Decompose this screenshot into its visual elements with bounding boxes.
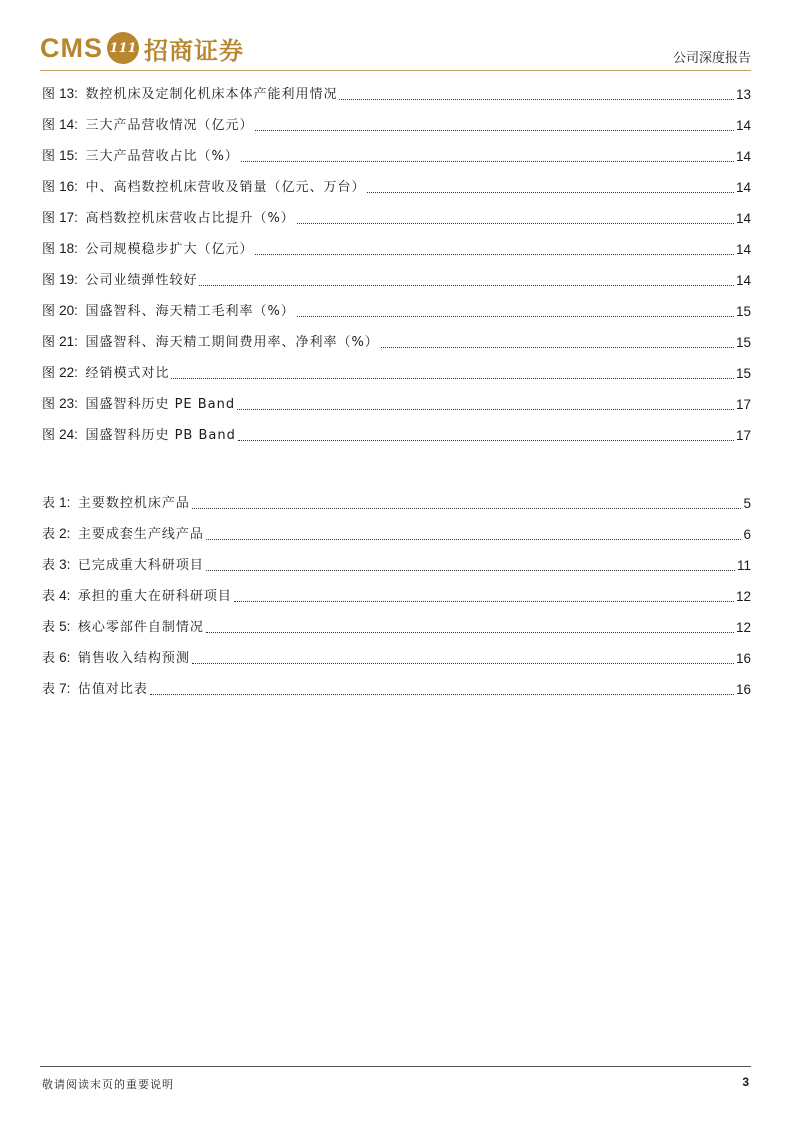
entry-title: 已完成重大科研项目	[77, 558, 204, 573]
entry-label: 图 21: 国盛智科、海天精工期间费用率、净利率（%）	[42, 334, 379, 350]
entry-number: 19	[59, 272, 75, 287]
dot-leader	[206, 631, 734, 633]
figure-entry[interactable]	[42, 176, 751, 196]
entry-title: 三大产品营收占比（%）	[85, 149, 239, 164]
entry-prefix: 图	[42, 273, 60, 288]
entry-prefix: 图	[42, 428, 60, 443]
entry-title: 公司规模稳步扩大（亿元）	[85, 242, 254, 257]
entry-number: 23	[59, 396, 75, 411]
entry-prefix: 表	[42, 558, 60, 573]
dot-leader	[238, 439, 734, 441]
entry-prefix: 图	[42, 211, 60, 226]
entry-page-number: 15	[735, 304, 751, 319]
dot-leader	[150, 693, 734, 695]
logo-chinese-text: 招商证券	[144, 35, 244, 65]
entry-page-number: 15	[735, 366, 751, 381]
entry-title: 经销模式对比	[85, 366, 170, 381]
entry-title: 主要数控机床产品	[77, 496, 190, 511]
figure-entry[interactable]	[42, 331, 751, 351]
table-entry[interactable]	[42, 492, 751, 512]
entry-title: 承担的重大在研科研项目	[77, 589, 232, 604]
dot-leader	[297, 315, 734, 317]
entry-number: 15	[59, 148, 75, 163]
page-header	[0, 0, 793, 80]
entry-number: 5	[59, 619, 67, 634]
report-type: 公司深度报告	[672, 51, 751, 66]
entry-number: 20	[59, 303, 75, 318]
dot-leader	[199, 284, 734, 286]
entry-page-number: 6	[743, 527, 751, 542]
entry-title: 三大产品营收情况（亿元）	[85, 118, 254, 133]
entry-page-number: 14	[735, 180, 751, 195]
entry-number: 2	[59, 526, 67, 541]
entry-prefix: 表	[42, 682, 60, 697]
figure-entry[interactable]	[42, 145, 751, 165]
table-entry[interactable]	[42, 585, 751, 605]
entry-prefix: 表	[42, 496, 60, 511]
entry-title: 高档数控机床营收占比提升（%）	[85, 211, 295, 226]
entry-label: 表 6: 销售收入结构预测	[42, 650, 190, 666]
entry-label: 图 20: 国盛智科、海天精工毛利率（%）	[42, 303, 295, 319]
entry-prefix: 表	[42, 620, 60, 635]
logo-latin-text: CMS	[40, 32, 103, 63]
entry-label: 图 22: 经销模式对比	[42, 365, 170, 381]
footer-divider	[40, 1066, 751, 1067]
dot-leader	[237, 408, 734, 410]
dot-leader	[192, 662, 734, 664]
logo-badge-icon: 111	[107, 32, 139, 64]
entry-label: 表 3: 已完成重大科研项目	[42, 557, 204, 573]
entry-page-number: 17	[735, 428, 751, 443]
entry-number: 18	[59, 241, 75, 256]
entry-prefix: 图	[42, 149, 60, 164]
entry-label: 表 2: 主要成套生产线产品	[42, 526, 204, 542]
company-logo	[40, 28, 244, 68]
figure-entry[interactable]	[42, 114, 751, 134]
figure-entry[interactable]	[42, 300, 751, 320]
figure-entry[interactable]	[42, 424, 751, 444]
entry-number: 24	[59, 427, 75, 442]
dot-leader	[367, 191, 734, 193]
dot-leader	[234, 600, 734, 602]
entry-prefix: 图	[42, 335, 60, 350]
entry-page-number: 12	[735, 620, 751, 635]
entry-page-number: 15	[735, 335, 751, 350]
entry-title: 国盛智科、海天精工毛利率（%）	[85, 304, 295, 319]
entry-label: 表 4: 承担的重大在研科研项目	[42, 588, 232, 604]
figure-entry[interactable]	[42, 362, 751, 382]
table-entry[interactable]	[42, 647, 751, 667]
entry-number: 4	[59, 588, 67, 603]
header-divider	[40, 70, 751, 71]
entry-prefix: 图	[42, 242, 60, 257]
entry-label: 表 7: 估值对比表	[42, 681, 148, 697]
entry-prefix: 表	[42, 527, 60, 542]
entry-title: 国盛智科、海天精工期间费用率、净利率（%）	[85, 335, 379, 350]
entry-label: 图 24: 国盛智科历史 PB Band	[42, 427, 236, 443]
entry-title: 估值对比表	[77, 682, 148, 697]
entry-prefix: 图	[42, 87, 60, 102]
entry-title: 中、高档数控机床营收及销量（亿元、万台）	[85, 180, 366, 195]
dot-leader	[171, 377, 734, 379]
entry-label: 图 13: 数控机床及定制化机床本体产能利用情况	[42, 86, 338, 102]
entry-number: 6	[59, 650, 67, 665]
entry-label: 图 16: 中、高档数控机床营收及销量（亿元、万台）	[42, 179, 366, 195]
entry-title: 国盛智科历史 PE Band	[85, 397, 236, 412]
table-entry[interactable]	[42, 616, 751, 636]
entry-title: 公司业绩弹性较好	[85, 273, 198, 288]
entry-page-number: 5	[743, 496, 751, 511]
dot-leader	[339, 98, 734, 100]
entry-page-number: 14	[735, 118, 751, 133]
table-entry[interactable]	[42, 554, 751, 574]
entry-number: 21	[59, 334, 75, 349]
footer-disclaimer: 敬请阅读末页的重要说明	[42, 1078, 174, 1091]
figure-entry[interactable]	[42, 393, 751, 413]
dot-leader	[206, 538, 742, 540]
table-entry[interactable]	[42, 523, 751, 543]
entry-label: 图 15: 三大产品营收占比（%）	[42, 148, 239, 164]
table-entry[interactable]	[42, 678, 751, 698]
dot-leader	[381, 346, 734, 348]
entry-page-number: 16	[735, 682, 751, 697]
entry-page-number: 13	[735, 87, 751, 102]
entry-number: 14	[59, 117, 75, 132]
entry-page-number: 14	[735, 211, 751, 226]
entry-page-number: 14	[735, 242, 751, 257]
dot-leader	[255, 253, 734, 255]
entry-label: 表 5: 核心零部件自制情况	[42, 619, 204, 635]
entry-page-number: 14	[735, 149, 751, 164]
entry-number: 16	[59, 179, 75, 194]
entry-number: 1	[59, 495, 67, 510]
entry-page-number: 12	[735, 589, 751, 604]
entry-prefix: 表	[42, 589, 60, 604]
entry-prefix: 图	[42, 118, 60, 133]
dot-leader	[241, 160, 734, 162]
entry-title: 核心零部件自制情况	[77, 620, 204, 635]
entry-prefix: 图	[42, 180, 60, 195]
entry-number: 3	[59, 557, 67, 572]
entry-number: 13	[59, 86, 75, 101]
entry-title: 主要成套生产线产品	[77, 527, 204, 542]
figure-entry[interactable]	[42, 269, 751, 289]
entry-number: 7	[59, 681, 67, 696]
entry-title: 销售收入结构预测	[77, 651, 190, 666]
entry-number: 17	[59, 210, 75, 225]
entry-page-number: 11	[736, 558, 751, 573]
figure-entry[interactable]	[42, 83, 751, 103]
entry-label: 图 18: 公司规模稳步扩大（亿元）	[42, 241, 254, 257]
dot-leader	[255, 129, 734, 131]
dot-leader	[192, 507, 742, 509]
entry-prefix: 图	[42, 366, 60, 381]
dot-leader	[297, 222, 734, 224]
entry-prefix: 图	[42, 304, 60, 319]
figure-entry[interactable]	[42, 238, 751, 258]
entry-label: 图 19: 公司业绩弹性较好	[42, 272, 198, 288]
entry-page-number: 17	[735, 397, 751, 412]
entry-label: 图 23: 国盛智科历史 PE Band	[42, 396, 236, 412]
dot-leader	[206, 569, 735, 571]
entry-page-number: 14	[735, 273, 751, 288]
entry-number: 22	[59, 365, 75, 380]
entry-title: 数控机床及定制化机床本体产能利用情况	[85, 87, 338, 102]
entry-page-number: 16	[735, 651, 751, 666]
entry-label: 表 1: 主要数控机床产品	[42, 495, 190, 511]
entry-prefix: 表	[42, 651, 60, 666]
page-number: 3	[742, 1075, 749, 1089]
entry-title: 国盛智科历史 PB Band	[85, 428, 236, 443]
entry-prefix: 图	[42, 397, 60, 412]
figure-entry[interactable]	[42, 207, 751, 227]
entry-label: 图 17: 高档数控机床营收占比提升（%）	[42, 210, 295, 226]
entry-label: 图 14: 三大产品营收情况（亿元）	[42, 117, 254, 133]
